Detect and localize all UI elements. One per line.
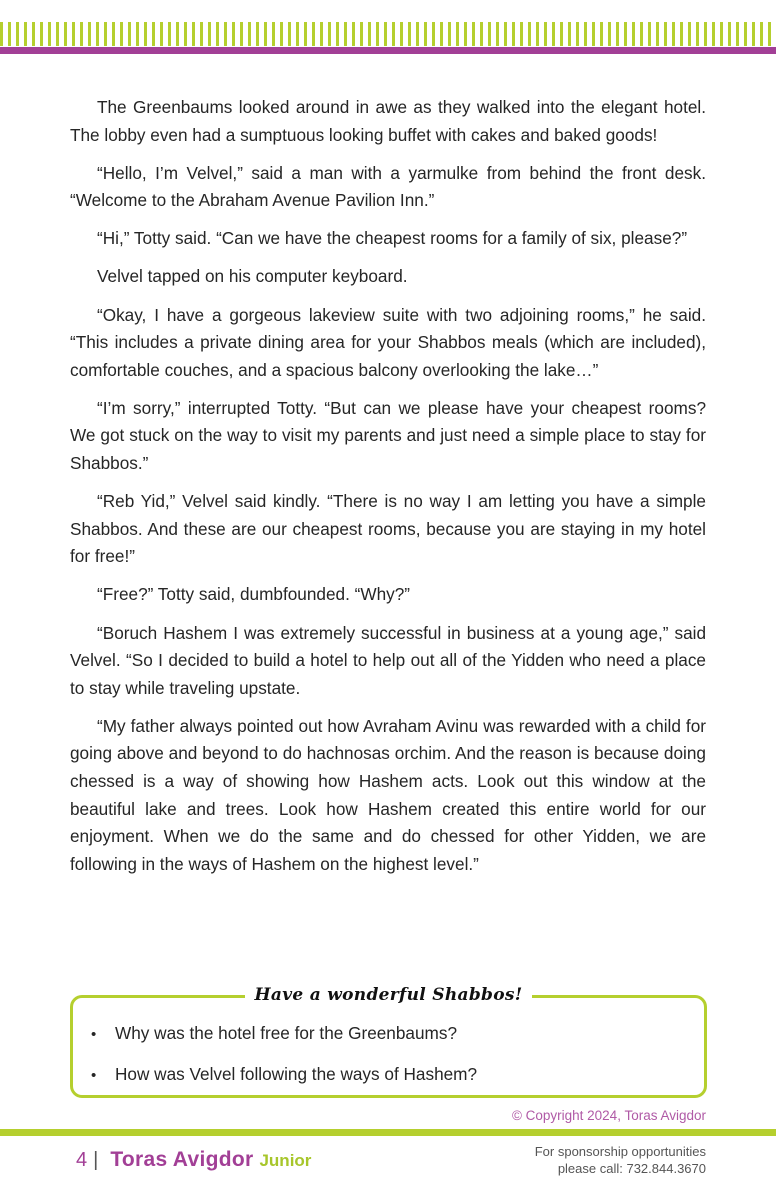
questions-box <box>70 985 707 1098</box>
brand-name: Toras Avigdor <box>110 1148 254 1171</box>
story-paragraph: “Okay, I have a gorgeous lakeview suite with two adjoining rooms,” he said. “This includes a private dining area for your Shabbos meals (which are included), comfortable couches, and a spacious balcony overlooking the lake…” <box>70 304 706 380</box>
questions-box-title-wrap <box>73 985 704 1005</box>
footer-branding <box>76 1148 311 1172</box>
question-item <box>91 1064 477 1086</box>
story-paragraph: “Hello, I’m Velvel,” said a man with a yarmulke from behind the front desk. “Welcome to the Abraham Avenue Pavilion Inn.” <box>70 162 706 211</box>
story-body <box>70 94 706 889</box>
story-paragraph: “Boruch Hashem I was extremely successful in business at a young age,” said Velvel. “So I decided to build a hotel to help out all of the Yidden who need a place to stay while traveling upstate. <box>70 622 706 698</box>
bottom-rule <box>0 1129 776 1136</box>
copyright-notice: © Copyright 2024, Toras Avigdor <box>511 1108 706 1123</box>
brand-sub-name: Junior <box>259 1151 312 1170</box>
top-decorative-ticks <box>0 22 776 46</box>
bullet-icon: • <box>91 1026 97 1043</box>
sponsorship-phone: please call: 732.844.3670 <box>557 1161 706 1176</box>
top-rule <box>0 47 776 54</box>
question-text: How was Velvel following the ways of Hashem? <box>115 1064 478 1084</box>
page-number: 4 <box>76 1149 88 1171</box>
sponsorship-info <box>535 1143 706 1177</box>
question-text: Why was the hotel free for the Greenbaums? <box>115 1023 458 1043</box>
question-item <box>91 1023 477 1045</box>
story-paragraph: “My father always pointed out how Avraham Avinu was rewarded with a child for going above and beyond to do hachnosas orchim. And the reason is because doing chessed is a way of showing how Hashem acts. Look out this window at the beautiful lake and trees. Look how Hashem created this entire world for our enjoyment. When we do the same and do chessed for other Yidden, we are following in the ways of Hashem on the highest level.” <box>70 715 706 874</box>
story-paragraph: “Free?” Totty said, dumbfounded. “Why?” <box>97 584 411 605</box>
story-paragraph: The Greenbaums looked around in awe as they walked into the elegant hotel. The lobby even had a sumptuous looking buffet with cakes and baked goods! <box>70 97 706 145</box>
story-paragraph: “Reb Yid,” Velvel said kindly. “There is no way I am letting you have a simple Shabbos. And these are our cheapest rooms, because you are staying in my hotel for free!” <box>70 491 706 567</box>
questions-list <box>91 1023 477 1105</box>
questions-box-title: Have a wonderful Shabbos! <box>245 985 533 1005</box>
footer-separator: | <box>93 1149 99 1171</box>
sponsorship-line: For sponsorship opportunities <box>534 1144 706 1159</box>
story-paragraph: “I’m sorry,” interrupted Totty. “But can we please have your cheapest rooms? We got stuck on the way to visit my parents and just need a simple place to stay for Shabbos.” <box>70 397 706 474</box>
story-paragraph: Velvel tapped on his computer keyboard. <box>97 266 408 287</box>
bullet-icon: • <box>91 1067 97 1084</box>
story-paragraph: “Hi,” Totty said. “Can we have the cheapest rooms for a family of six, please?” <box>97 228 688 249</box>
